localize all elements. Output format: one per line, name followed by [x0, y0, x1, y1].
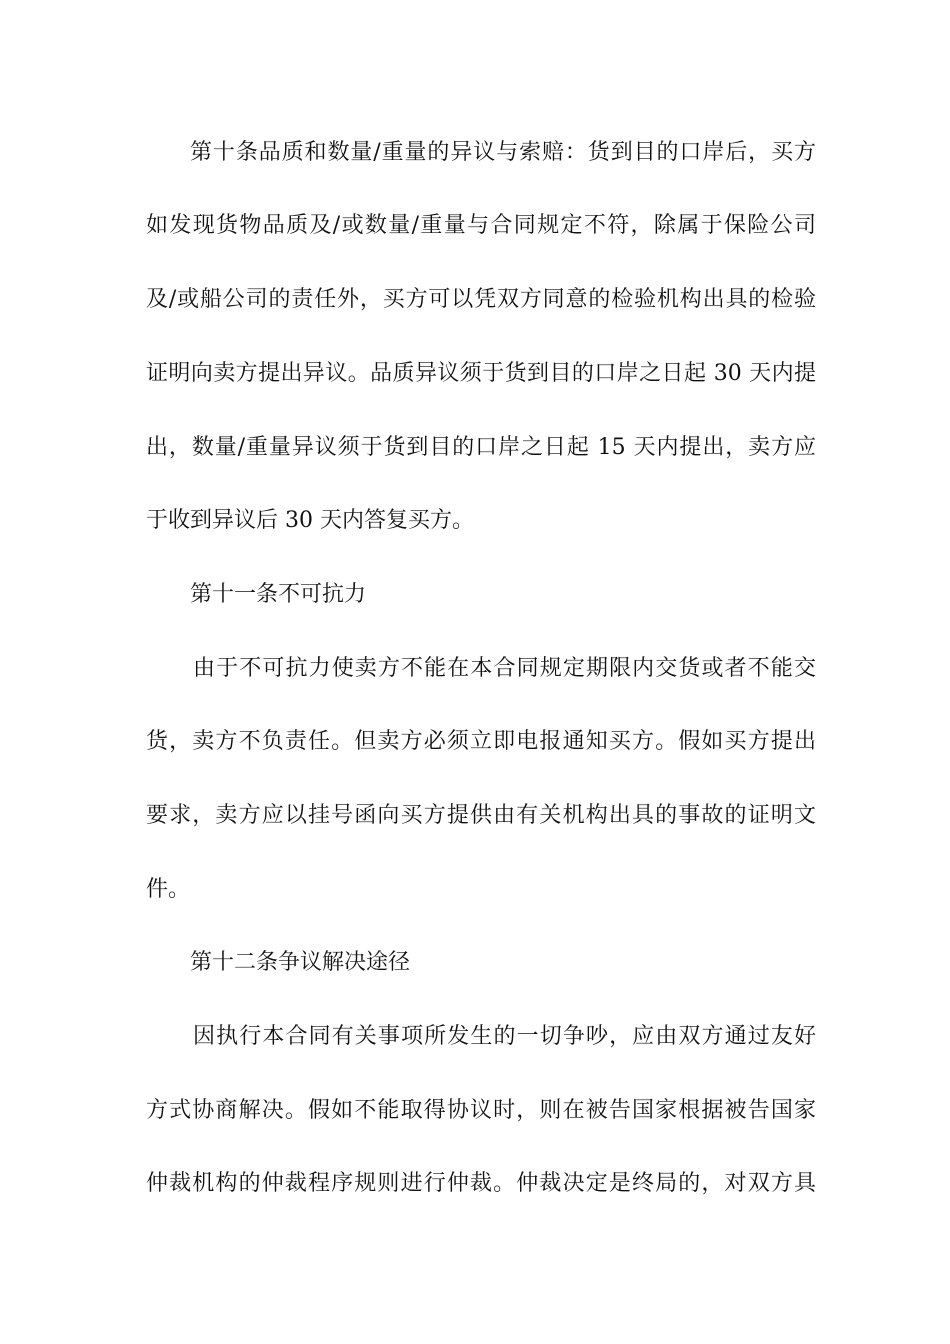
paragraph-line: 出，数量/重量异议须于货到目的口岸之日起 15 天内提出，卖方应	[146, 435, 816, 460]
section-12-heading: 第十二条争议解决途径	[190, 950, 411, 975]
section-10-heading-line: 第十条品质和数量/重量的异议与索赔：货到目的口岸后，买方	[190, 140, 816, 165]
paragraph-line: 因执行本合同有关事项所发生的一切争吵，应由双方通过友好	[193, 1024, 816, 1049]
paragraph-line: 要求，卖方应以挂号函向买方提供由有关机构出具的事故的证明文	[146, 803, 816, 828]
paragraph-line: 证明向卖方提出异议。品质异议须于货到目的口岸之日起 30 天内提	[146, 361, 816, 386]
paragraph-line-last: 于收到异议后 30 天内答复买方。	[146, 508, 474, 533]
paragraph-line: 由于不可抗力使卖方不能在本合同规定期限内交货或者不能交	[193, 656, 816, 681]
paragraph-line: 货，卖方不负责任。但卖方必须立即电报通知买方。假如买方提出	[146, 729, 816, 754]
paragraph-line-last: 件。	[146, 877, 191, 902]
paragraph-line: 及/或船公司的责任外，买方可以凭双方同意的检验机构出具的检验	[146, 287, 816, 312]
paragraph-line: 如发现货物品质及/或数量/重量与合同规定不符，除属于保险公司	[146, 213, 816, 238]
paragraph-line: 仲裁机构的仲裁程序规则进行仲裁。仲裁决定是终局的，对双方具	[146, 1171, 816, 1196]
paragraph-line: 方式协商解决。假如不能取得协议时，则在被告国家根据被告国家	[146, 1098, 816, 1123]
section-11-heading: 第十一条不可抗力	[190, 582, 367, 607]
